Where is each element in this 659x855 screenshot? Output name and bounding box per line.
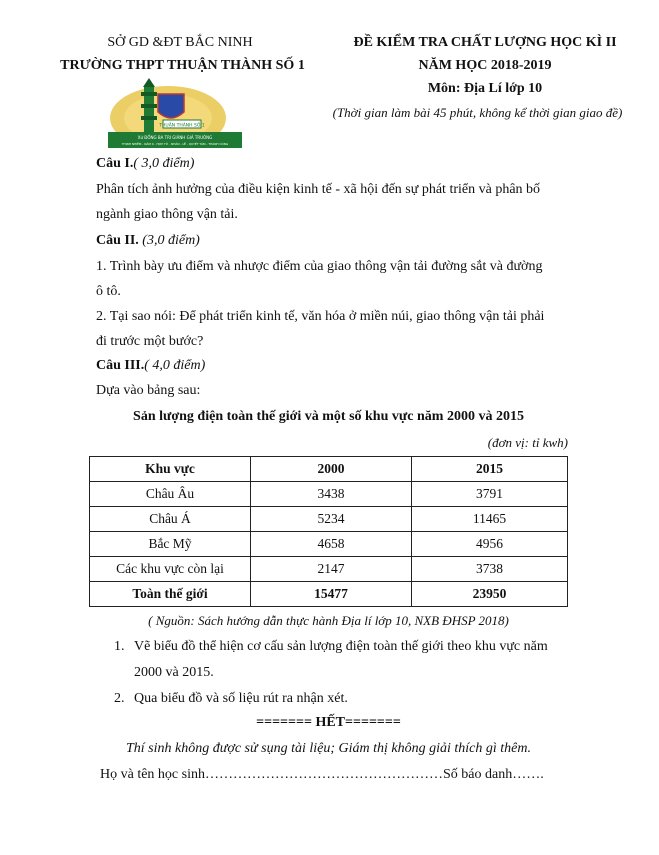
question-3-points: ( 4,0 điểm) <box>144 358 206 373</box>
cell-2000: 5234 <box>251 507 412 532</box>
department-name: SỞ GD &ĐT BẮC NINH <box>107 35 253 50</box>
task-2-number: 2. <box>114 691 125 706</box>
cell-region: Bắc Mỹ <box>90 532 251 557</box>
school-name: TRƯỜNG THPT THUẬN THÀNH SỐ 1 <box>60 58 305 73</box>
question-2-heading <box>96 232 200 250</box>
header-2000: 2000 <box>251 457 412 482</box>
exam-rule-note: Thí sinh không được sử sụng tài liệu; Giám thị không giải thích gì thêm. <box>126 741 531 756</box>
table-header-row <box>90 457 568 482</box>
task-2-text: Qua biểu đồ và số liệu rút ra nhận xét. <box>134 691 348 706</box>
cell-region: Các khu vực còn lại <box>90 557 251 582</box>
cell-2015: 3738 <box>412 557 568 582</box>
question-1-text-line2: ngành giao thông vận tải. <box>96 207 238 222</box>
logo-motto-text: THỊNH NHIỄM - NĂM 0 - HỢP TỬ - NHÂN - LỄ - QUYẾT TÂM - THÀNH CÔNG <box>121 142 229 146</box>
table-source: ( Nguồn: Sách hướng dẫn thực hành Địa lí lớp 10, NXB ĐHSP 2018) <box>148 613 509 628</box>
question-1-points: ( 3,0 điểm) <box>133 156 195 171</box>
task-1-number: 1. <box>114 639 125 654</box>
logo-name-plate: THUẬN THÀNH SỐ 1 <box>159 123 205 129</box>
student-info-line: Họ và tên học sinh……………………………………………Số báo danh……. <box>100 767 544 782</box>
question-2-label: Câu II. <box>96 233 139 248</box>
table-total-row <box>90 582 568 607</box>
header-2015: 2015 <box>412 457 568 482</box>
cell-region: Châu Á <box>90 507 251 532</box>
table-title: Sản lượng điện toàn thế giới và một số khu vực năm 2000 và 2015 <box>133 409 524 424</box>
cell-2000: 2147 <box>251 557 412 582</box>
question-3-label: Câu III. <box>96 358 145 373</box>
school-year: NĂM HỌC 2018-2019 <box>418 58 552 73</box>
table-row <box>90 482 568 507</box>
question-2-item2-line2: đi trước một bước? <box>96 334 204 349</box>
question-2-item1-line2: ô tô. <box>96 284 121 299</box>
cell-2000: 3438 <box>251 482 412 507</box>
logo-banner-text: Xứ ĐỒNG BA TRI GIÀNH GIẢ TRUÔNG <box>137 135 213 140</box>
question-2-item1-line1: 1. Trình bày ưu điểm và nhược điểm của giao thông vận tải đường sắt và đường <box>96 259 543 274</box>
cell-2000: 4658 <box>251 532 412 557</box>
table-row <box>90 557 568 582</box>
question-1-label: Câu I. <box>96 156 134 171</box>
table-unit: (đơn vị: tỉ kwh) <box>487 435 568 450</box>
cell-2015: 4956 <box>412 532 568 557</box>
school-logo <box>108 78 242 148</box>
table-row <box>90 507 568 532</box>
end-marker: ======= HẾT======= <box>256 715 401 730</box>
cell-2015: 23950 <box>412 582 568 607</box>
cell-2015: 3791 <box>412 482 568 507</box>
exam-title: ĐỀ KIỂM TRA CHẤT LƯỢNG HỌC KÌ II <box>353 35 617 50</box>
question-3-intro: Dựa vào bảng sau: <box>96 383 201 398</box>
subject: Môn: Địa Lí lớp 10 <box>427 81 543 96</box>
question-1-text-line1: Phân tích ảnh hưởng của điều kiện kinh tế - xã hội đến sự phát triển và phân bố <box>96 182 541 197</box>
header-region: Khu vực <box>90 457 251 482</box>
time-note: (Thời gian làm bài 45 phút, không kể thời gian giao đề) <box>332 105 623 120</box>
question-2-points: (3,0 điểm) <box>138 233 200 248</box>
question-1-heading <box>96 155 194 173</box>
cell-region: Toàn thế giới <box>90 582 251 607</box>
task-1-text-line1: Vẽ biểu đồ thể hiện cơ cấu sản lượng điện toàn thế giới theo khu vực năm <box>134 639 548 654</box>
question-2-item2-line1: 2. Tại sao nói: Để phát triển kinh tế, văn hóa ở miền núi, giao thông vận tải phải <box>96 309 545 324</box>
cell-2000: 15477 <box>251 582 412 607</box>
cell-2015: 11465 <box>412 507 568 532</box>
cell-region: Châu Âu <box>90 482 251 507</box>
table-row <box>90 532 568 557</box>
task-1-text-line2: 2000 và 2015. <box>134 665 214 680</box>
question-3-heading <box>96 357 205 375</box>
data-table <box>89 456 568 607</box>
